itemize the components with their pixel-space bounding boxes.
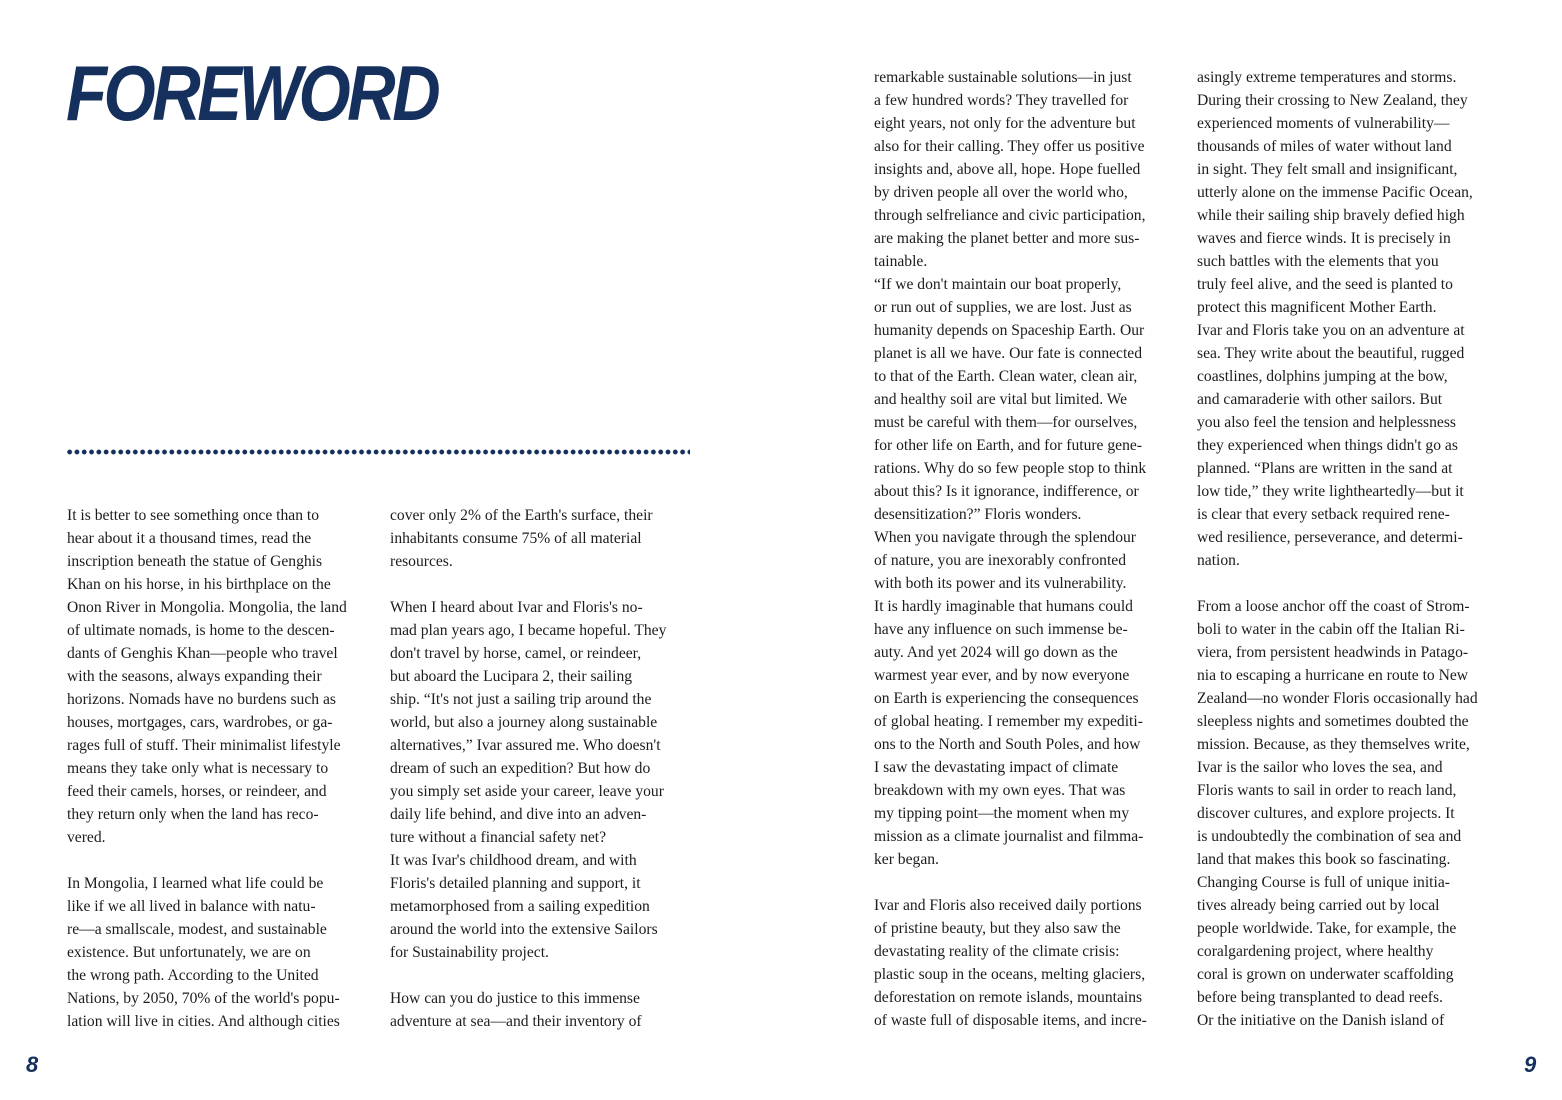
page-number-right: 9 (1524, 1052, 1537, 1077)
paragraph: How can you do justice to this immense adventure at sea—and their inventory of (390, 990, 642, 1030)
paragraph: remarkable sustainable solutions—in just a few hundred words? They travelled for eight years, not only for the adventure but also for their calling. They offer us positive insights and, above all, hope. Hope fuelled by driven people all over the world who, through selfreliance and civic participation, are making the planet better and more sus- tainable. “If we don't maintain our boat properly, or run out of supplies, we are lost. Just as humanity depends on Spaceship Earth. Our planet is all we have. Our fate is connected to that of the Earth. Clean water, clean air, and healthy soil are vital but limited. We must be careful with them—for ourselves, for other life on Earth, and for future gene- rations. Why do so few people stop to think about this? Is it ignorance, indifference, or desensitization?” Floris wonders. When you navigate through the splendour of nature, you are inexorably confronted with both its power and its vulnerability. It is hardly imaginable that humans could have any influence on such immense be- auty. And yet 2024 will go down as the warmest year ever, and by now everyone on Earth is experiencing the consequences of global heating. I remember my expediti- ons to the North and South Poles, and how I saw the devastating impact of climate breakdown with my own eyes. That was my tipping point—the moment when my mission as a climate journalist and filmma- ker began. (874, 69, 1147, 868)
paragraph: asingly extreme temperatures and storms. During their crossing to New Zealand, they experienced moments of vulnerability— thousands of miles of water without land in sight. They felt small and insignificant, utterly alone on the immense Pacific Ocean, while their sailing ship bravely defied high waves and fierce winds. It is precisely in such battles with the elements that you truly feel alive, and the seed is planted to protect this magnificent Mother Earth. Ivar and Floris take you on an adventure at sea. They write about the beautiful, rugged coastlines, dolphins jumping at the bow, and camaraderie with other sailors. But you also feel the tension and helplessness they experienced when things didn't go as planned. “Plans are written in the sand at low tide,” they write lightheartedly—but it is clear that every setback required rene- wed resilience, perseverance, and determi- nation. (1197, 69, 1473, 569)
paragraph: It is better to see something once than to hear about it a thousand times, read the inscription beneath the statue of Genghis Khan on his horse, in his birthplace on the Onon River in Mongolia. Mongolia, the land of ultimate nomads, is home to the descen- dants of Genghis Khan—people who travel with the seasons, always expanding their horizons. Nomads have no burdens such as houses, mortgages, cars, wardrobes, or ga- rages full of stuff. Their minimalist lifestyle means they take only what is necessary to feed their camels, horses, or reindeer, and they return only when the land has reco- vered. (67, 507, 347, 846)
paragraph: From a loose anchor off the coast of Strom- boli to water in the cabin off the Italian Ri- viera, from persistent headwinds in Patago- nia to escaping a hurricane en route to New Zealand—no wonder Floris occasionally had sleepless nights and sometimes doubted the mission. Because, as they themselves write, Ivar is the sailor who loves the sea, and Floris wants to sail in order to reach land, discover cultures, and explore projects. It is undoubtedly the combination of sea and land that makes this book so fascinating. Changing Course is full of unique initia- tives already being carried out by local people worldwide. Take, for example, the coralgardening project, where healthy coral is grown on underwater scaffolding before being transplanted to dead reefs. Or the initiative on the Danish island of (1197, 598, 1478, 1029)
text-column-1 (67, 504, 371, 1056)
paragraph: In Mongolia, I learned what life could be like if we all lived in balance with natu- re—a smallscale, modest, and sustainable existence. But unfortunately, we are on the wrong path. According to the United Nations, by 2050, 70% of the world's popu- lation will live in cities. And although cities (67, 875, 340, 1030)
dotted-divider (66, 449, 690, 455)
text-column-2 (390, 504, 694, 1056)
page-number-left: 8 (26, 1052, 39, 1077)
paragraph: Ivar and Floris also received daily portions of pristine beauty, but they also saw the devastating reality of the climate crisis: plastic soup in the oceans, melting glaciers, deforestation on remote islands, mountains of waste full of disposable items, and incre- (874, 897, 1147, 1029)
paragraph: cover only 2% of the Earth's surface, their inhabitants consume 75% of all material resources. (390, 507, 653, 570)
page-title: FOREWORD (66, 49, 438, 137)
text-column-4 (1197, 66, 1503, 1056)
text-column-3 (874, 66, 1180, 1056)
paragraph: When I heard about Ivar and Floris's no- mad plan years ago, I became hopeful. They don't travel by horse, camel, or reindeer, but aboard the Lucipara 2, their sailing ship. “It's not just a sailing trip around the world, but also a journey along sustainable alternatives,” Ivar assured me. Who doesn't dream of such an expedition? But how do you simply set aside your career, leave your daily life behind, and dive into an adven- ture without a financial safety net? It was Ivar's childhood dream, and with Floris's detailed planning and support, it metamorphosed from a sailing expedition around the world into the extensive Sailors for Sustainability project. (390, 599, 667, 961)
